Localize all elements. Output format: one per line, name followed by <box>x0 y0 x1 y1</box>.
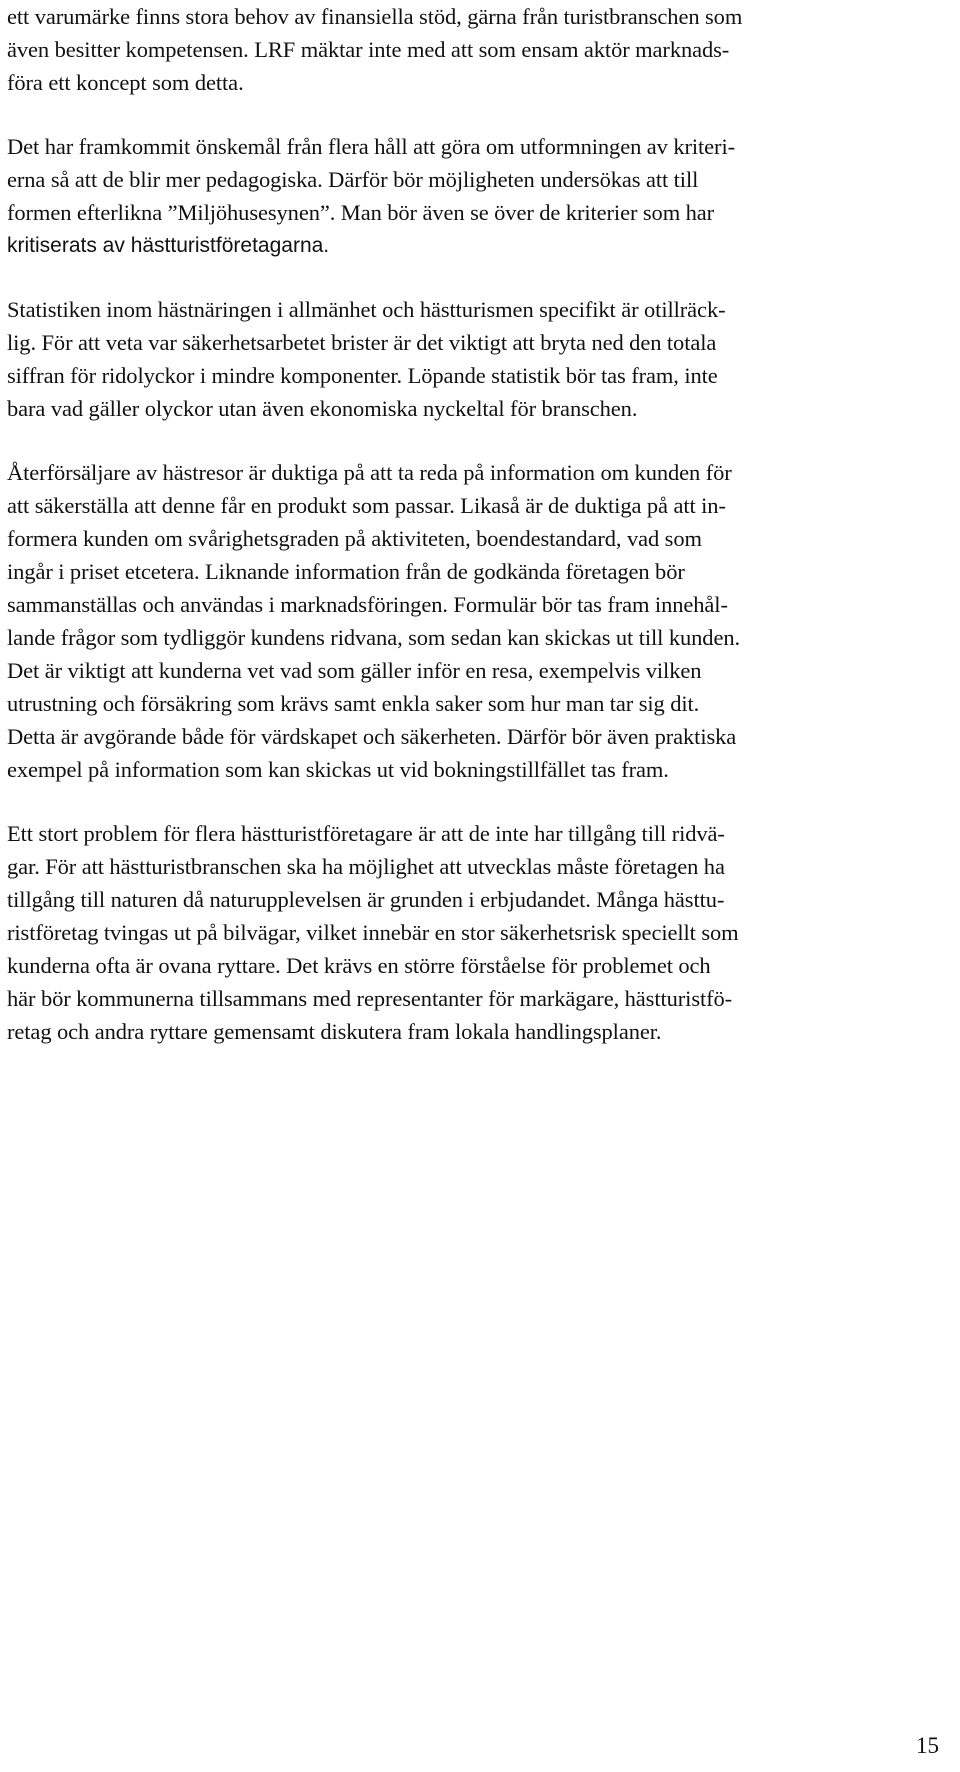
text-line: Det är viktigt att kunderna vet vad som gäller inför en resa, exempelvis vilken <box>7 658 702 683</box>
paragraph-4 <box>7 456 922 786</box>
text-line: erna så att de blir mer pedagogiska. Därför bör möjligheten undersökas att till <box>7 167 699 192</box>
text-line: utrustning och försäkring som krävs samt enkla saker som hur man tar sig dit. <box>7 691 700 716</box>
text-line: lande frågor som tydliggör kundens ridvana, som sedan kan skickas ut till kunden. <box>7 625 741 650</box>
text-line: formera kunden om svårighetsgraden på aktiviteten, boendestandard, vad som <box>7 526 702 551</box>
text-line: retag och andra ryttare gemensamt diskutera fram lokala handlingsplaner. <box>7 1019 662 1044</box>
paragraph-1 <box>7 0 922 99</box>
text-line: kritiserats av hästturistföretagarna. <box>7 234 330 257</box>
text-line: föra ett koncept som detta. <box>7 70 244 95</box>
text-line: även besitter kompetensen. LRF mäktar inte med att som ensam aktör marknads- <box>7 37 730 62</box>
paragraph-3 <box>7 293 922 425</box>
text-line: siffran för ridolyckor i mindre komponenter. Löpande statistik bör tas fram, inte <box>7 363 718 388</box>
paragraph-2 <box>7 130 922 262</box>
text-line: Återförsäljare av hästresor är duktiga på att ta reda på information om kunden för <box>7 460 732 485</box>
page-number: 15 <box>916 1733 939 1758</box>
text-line: ett varumärke finns stora behov av finansiella stöd, gärna från turistbranschen som <box>7 4 743 29</box>
text-line: tillgång till naturen då naturupplevelsen är grunden i erbjudandet. Många hästtu- <box>7 887 725 912</box>
text-line: Statistiken inom hästnäringen i allmänhet och hästturismen specifikt är otillräck- <box>7 297 726 322</box>
paragraph-5 <box>7 817 922 1048</box>
text-line: att säkerställa att denne får en produkt som passar. Likaså är de duktiga på att in- <box>7 493 726 518</box>
text-line: exempel på information som kan skickas ut vid bokningstillfället tas fram. <box>7 757 669 782</box>
text-line: Det har framkommit önskemål från flera håll att göra om utformningen av kriteri- <box>7 134 735 159</box>
text-line: sammanställas och användas i marknadsföringen. Formulär bör tas fram innehål- <box>7 592 728 617</box>
text-line: kunderna ofta är ovana ryttare. Det krävs en större förståelse för problemet och <box>7 953 711 978</box>
text-line: ingår i priset etcetera. Liknande information från de godkända företagen bör <box>7 559 685 584</box>
text-line: här bör kommunerna tillsammans med representanter för markägare, hästturistfö- <box>7 986 733 1011</box>
text-line: bara vad gäller olyckor utan även ekonomiska nyckeltal för branschen. <box>7 396 638 421</box>
text-line: ristföretag tvingas ut på bilvägar, vilket innebär en stor säkerhetsrisk speciellt som <box>7 920 739 945</box>
text-line: Detta är avgörande både för värdskapet och säkerheten. Därför bör även praktiska <box>7 724 737 749</box>
text-line: formen efterlikna ”Miljöhusesynen”. Man bör även se över de kriterier som har <box>7 200 715 225</box>
text-line: lig. För att veta var säkerhetsarbetet brister är det viktigt att bryta ned den totala <box>7 330 717 355</box>
body-text <box>7 0 922 1079</box>
text-line: gar. För att hästturistbranschen ska ha möjlighet att utvecklas måste företagen ha <box>7 854 725 879</box>
text-line: Ett stort problem för flera hästturistföretagare är att de inte har tillgång till ridvä- <box>7 821 725 846</box>
